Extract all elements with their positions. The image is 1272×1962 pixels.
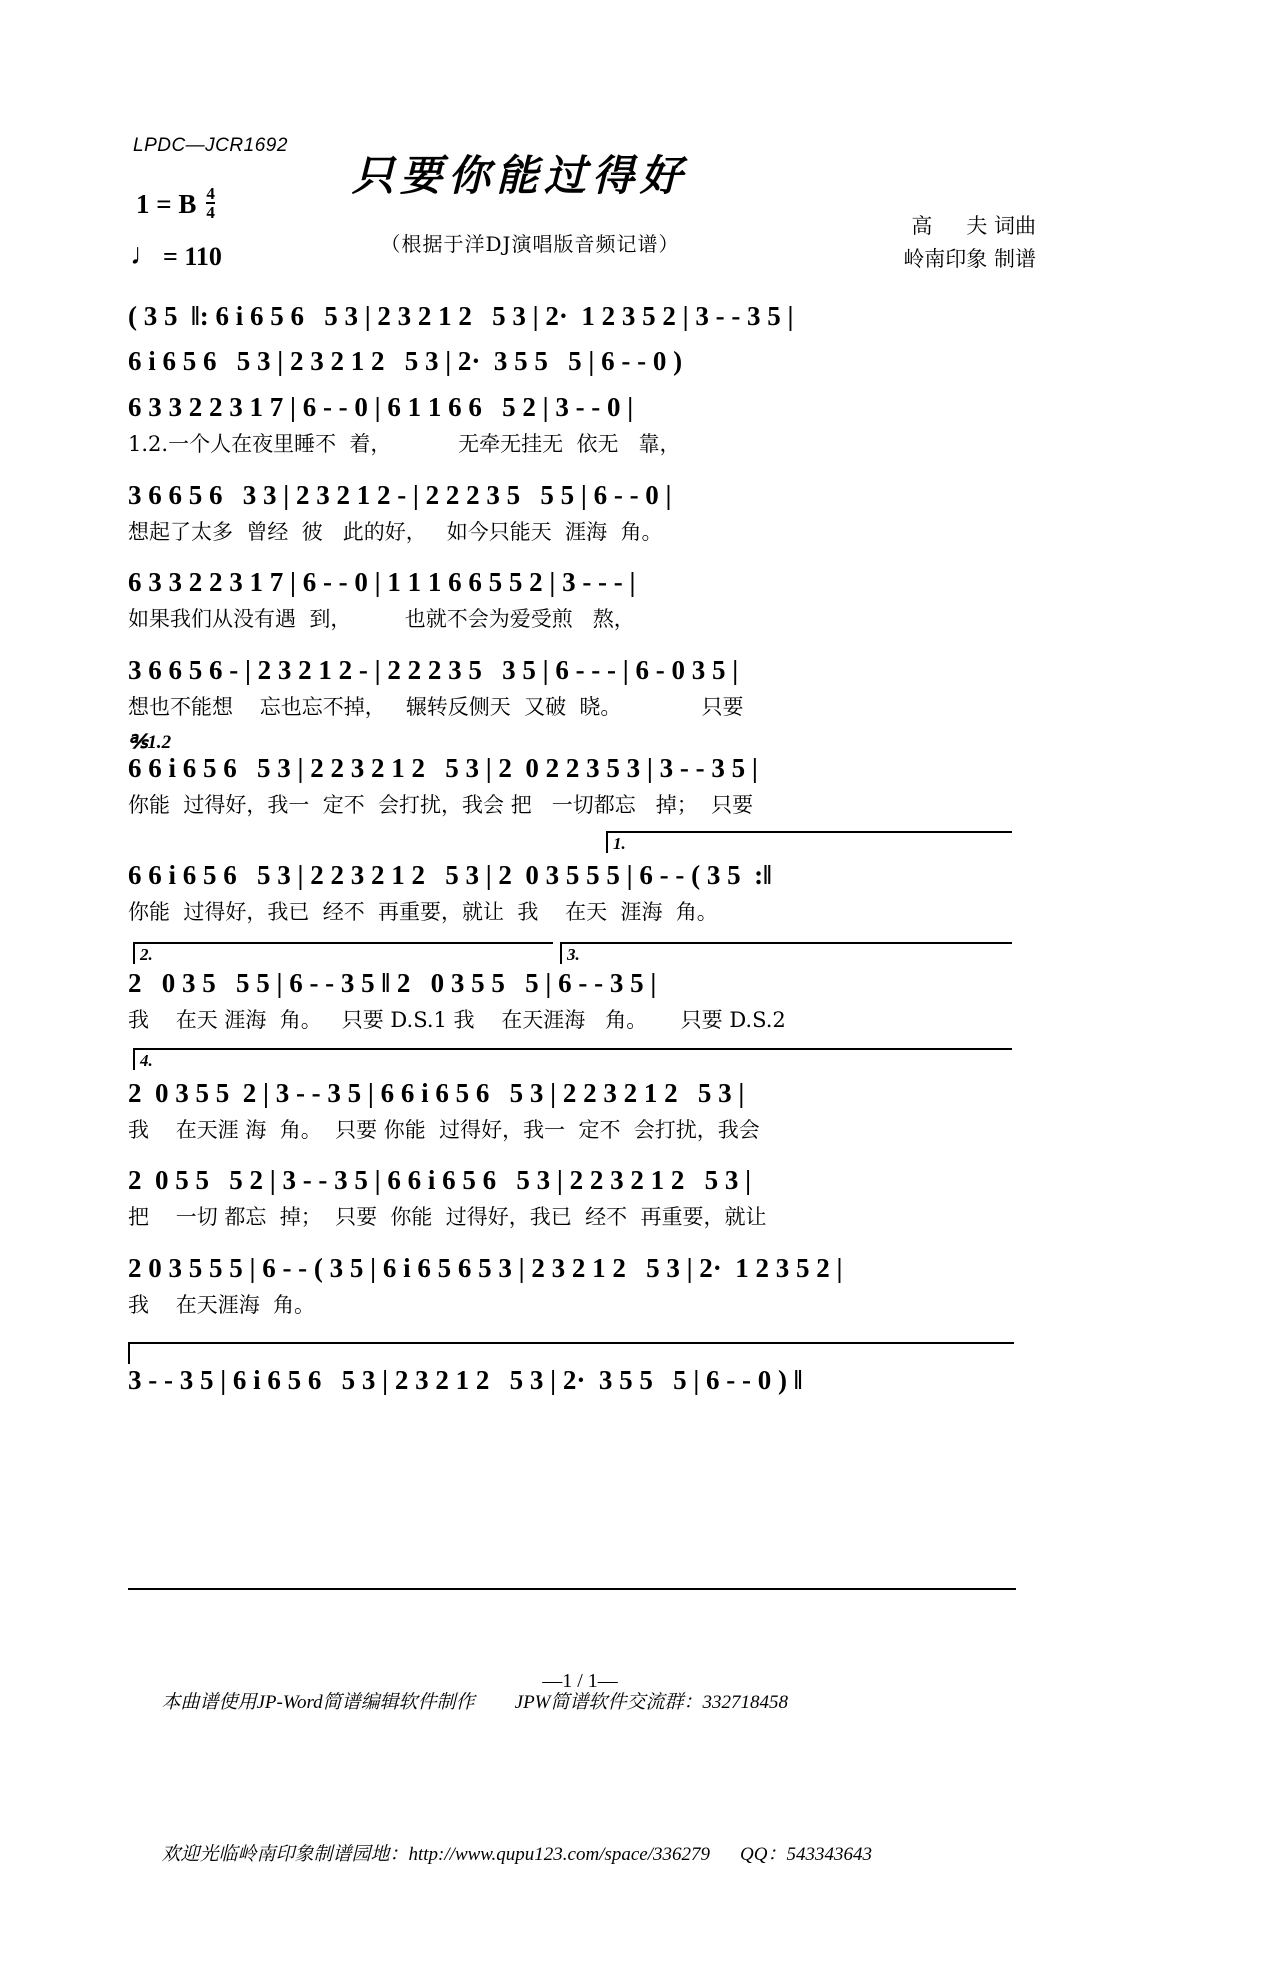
footer-credits: [133, 1597, 872, 1962]
notation-row: 6 3 3 2 2 3 1 7 | 6 - - 0 | 6 1 1 6 6 5 2 | 3 - - 0 |: [128, 392, 634, 422]
volta-bracket-1: [606, 831, 1012, 853]
lyrics-row: 你能 过得好，我一 定不 会打扰，我会 把 一切都忘 掉； 只要: [128, 793, 754, 817]
volta-bracket-3: [560, 942, 1012, 964]
meter-numerator: 4: [206, 184, 215, 203]
lyrics-row: 想起了太多 曾经 彼 此的好， 如今只能天 涯海 角。: [128, 520, 663, 544]
segno-sign: ℁1.2: [128, 732, 172, 753]
catalog-number: LPDC—JCR1692: [133, 135, 288, 156]
notation-row: 6 6 i 6 5 6 5 3 | 2 2 3 2 1 2 5 3 | 2 0 2 2 3 5 3 | 3 - - 3 5 |: [128, 753, 758, 783]
music-system-12: [128, 1248, 1018, 1322]
notation-row: 6 6 i 6 5 6 5 3 | 2 2 3 2 1 2 5 3 | 2 0 3 5 5 5 | 6 - - ( 3 5 :‖: [128, 860, 772, 890]
footer-divider: [128, 1588, 1016, 1590]
lyrics-row: 把 一切 都忘 掉； 只要 你能 过得好，我已 经不 再重要，就让: [128, 1205, 767, 1229]
software-credit: 本曲谱使用JP-Word简谱编辑软件制作: [161, 1692, 475, 1714]
notation-row: 3 - - 3 5 | 6 i 6 5 6 5 3 | 2 3 2 1 2 5 3 | 2· 3 5 5 5 | 6 - - 0 ) ‖: [128, 1365, 803, 1395]
volta-bracket-4: [133, 1048, 1012, 1070]
lyrics-row: 如果我们从没有遇 到， 也就不会为爱受煎 熬，: [128, 607, 635, 631]
credit-arranger-line: 岭南印象 制谱: [903, 246, 1036, 271]
notation-row: 6 3 3 2 2 3 1 7 | 6 - - 0 | 1 1 1 6 6 5 5 2 | 3 - - - |: [128, 567, 636, 597]
notation-row: 6 i 6 5 6 5 3 | 2 3 2 1 2 5 3 | 2· 3 5 5 5 | 6 - - 0 ): [128, 346, 683, 376]
music-system-11: [128, 1160, 1018, 1234]
quarter-note-icon: ♩: [130, 238, 160, 271]
music-system-10: [128, 1073, 1018, 1147]
time-signature: [206, 185, 215, 222]
music-system-3: [128, 387, 1018, 461]
tempo-marking: [130, 240, 222, 274]
lyrics-row: 你能 过得好，我已 经不 再重要，就让 我 在天 涯海 角。: [128, 900, 718, 924]
music-system-5: [128, 562, 1018, 636]
lyrics-row: 1.2.一个人在夜里睡不 着， 无牵无挂无 依无 靠，: [128, 432, 681, 456]
composer-surname: 高: [911, 214, 933, 238]
notation-row: ( 3 5 ‖: 6 i 6 5 6 5 3 | 2 3 2 1 2 5 3 | 2· 1 2 3 5 2 | 3 - - 3 5 |: [128, 301, 794, 331]
music-system-4: [128, 475, 1018, 549]
lyrics-row: 想也不能想 忘也忘不掉， 辗转反侧天 又破 晓。 只要: [128, 695, 744, 719]
meter-denominator: 4: [206, 203, 215, 223]
volta-bracket-2: [133, 942, 553, 964]
volta-number: 4.: [140, 1051, 153, 1070]
lyrics-row: 我 在天涯海 角。: [128, 1293, 316, 1317]
composer-role: 夫 词曲: [966, 214, 1036, 238]
music-system-6: [128, 650, 1018, 724]
notation-row: 2 0 3 5 5 2 | 3 - - 3 5 | 6 6 i 6 5 6 5 3 | 2 2 3 2 1 2 5 3 |: [128, 1078, 745, 1108]
lyrics-row: 我 在天涯 海 角。 只要 你能 过得好，我一 定不 会打扰，我会: [128, 1118, 760, 1142]
notation-row: 2 0 5 5 5 2 | 3 - - 3 5 | 6 6 i 6 5 6 5 3 | 2 2 3 2 1 2 5 3 |: [128, 1165, 752, 1195]
footer-line-2: [133, 1810, 872, 1901]
qq-number: QQ：543343643: [740, 1844, 872, 1866]
music-system-1: [128, 296, 1018, 336]
music-system-13: [128, 1360, 1018, 1400]
credits: [903, 210, 1036, 275]
music-system-7: [128, 748, 1018, 822]
music-system-2: [128, 341, 1018, 381]
notation-row: 2 0 3 5 5 5 | 6 - - 3 5 ‖ 2 0 3 5 5 5 | 6 - - 3 5 |: [128, 968, 657, 998]
subtitle: （根据于洋DJ演唱版音频记谱）: [380, 232, 680, 256]
tempo-value: = 110: [163, 242, 222, 271]
notation-row: 3 6 6 5 6 - | 2 3 2 1 2 - | 2 2 2 3 5 3 5 | 6 - - - | 6 - 0 3 5 |: [128, 655, 739, 685]
qq-group: JPW简谱软件交流群：332718458: [514, 1692, 789, 1714]
volta-number: 2.: [140, 945, 153, 964]
website-link[interactable]: 欢迎光临岭南印象制谱园地：http://www.qupu123.com/space/336279: [161, 1844, 711, 1866]
page-title: 只要你能过得好: [351, 151, 688, 200]
volta-number: 1.: [613, 834, 626, 853]
music-system-8: [128, 855, 1018, 929]
volta-number: 3.: [567, 945, 580, 964]
music-system-9: [128, 963, 1018, 1037]
lyrics-row: 我 在天 涯海 角。 只要 D.S.1 我 在天涯海 角。 只要 D.S.2: [128, 1008, 786, 1032]
credit-composer-line: [903, 210, 1036, 243]
key-signature: [136, 186, 215, 223]
notation-row: 2 0 3 5 5 5 | 6 - - ( 3 5 | 6 i 6 5 6 5 3 | 2 3 2 1 2 5 3 | 2· 1 2 3 5 2 |: [128, 1253, 843, 1283]
key-label: 1 = B: [136, 188, 197, 219]
notation-row: 3 6 6 5 6 3 3 | 2 3 2 1 2 - | 2 2 2 3 5 5 5 | 6 - - 0 |: [128, 480, 672, 510]
page-number: —1 / 1—: [542, 1670, 618, 1692]
